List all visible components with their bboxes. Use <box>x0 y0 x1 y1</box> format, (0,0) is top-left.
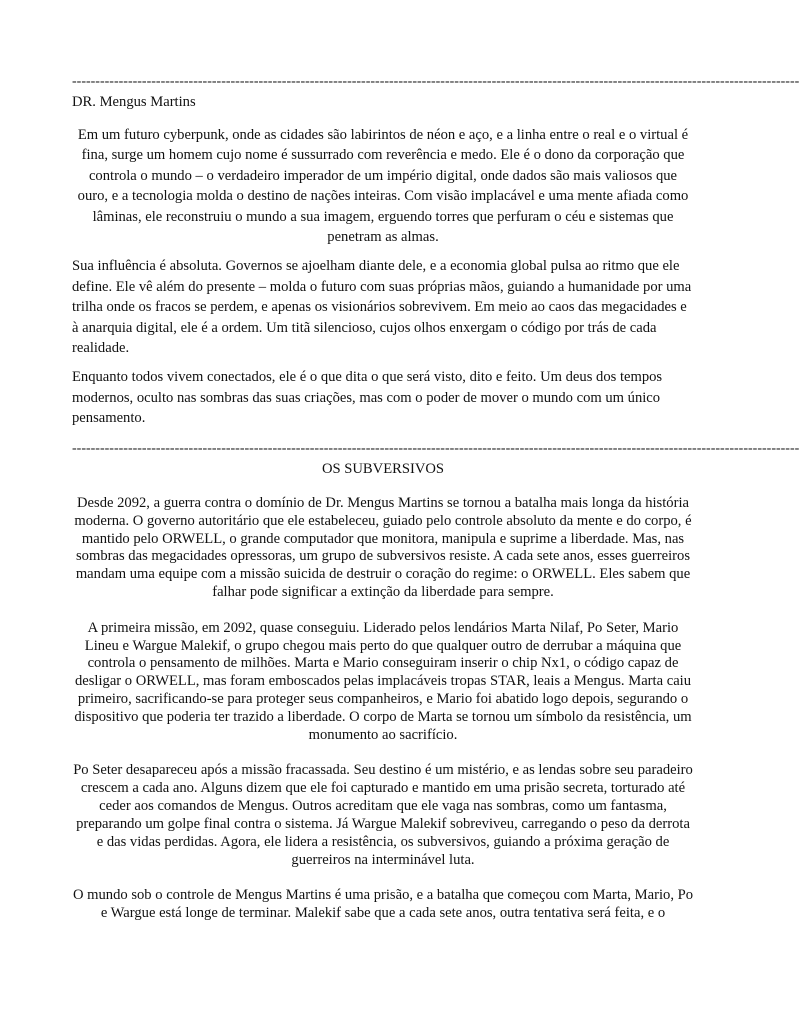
section-paragraph-3: Po Seter desapareceu após a missão fracassada. Seu destino é um mistério, e as lendas sobre seu paradeiro crescem a cada ano. Alguns dizem que ele foi capturado e mantido em uma prisão secreta, torturado até ceder aos comandos de Mengus. Outros acreditam que ele vaga nas sombras, como um fantasma, preparando um golpe final contra o sistema. Já Wargue Malekif sobreviveu, carregando o peso da derrota e das vidas perdidas. Agora, ele lidera a resistência, os subversivos, guiando a próxima geração de guerreiros na interminável luta. <box>73 762 693 868</box>
document-page <box>72 72 799 941</box>
separator-rule-top: ------------------------------------------------------------------------------------------------------------------------------------------------------------ <box>72 74 799 89</box>
section-paragraph-4: O mundo sob o controle de Mengus Martins é uma prisão, e a batalha que começou com Marta, Mario, Po e Wargue está longe de terminar. Malekif sabe que a cada sete anos, outra tentativa será feita, e o <box>72 887 694 922</box>
separator-rule-middle: ------------------------------------------------------------------------------------------------------------------------------------------------------------ <box>72 440 799 456</box>
author-heading: DR. Mengus Martins <box>72 94 196 110</box>
intro-paragraph-1: Em um futuro cyberpunk, onde as cidades são labirintos de néon e aço, e a linha entre o real e o virtual é fina, surge um homem cujo nome é sussurrado com reverência e medo. Ele é o dono da corporação que controla o mundo – o verdadeiro imperador de um império digital, onde dados são mais valiosos que ouro, e a tecnologia molda o destino de nações inteiras. Com visão implacável e uma mente afiada como lâminas, ele reconstruiu o mundo a sua imagem, erguendo torres que perfuram o céu e sistemas que penetram as almas. <box>77 127 689 246</box>
section-paragraph-2: A primeira missão, em 2092, quase conseguiu. Liderado pelos lendários Marta Nilaf, Po Seter, Mario Lineu e Wargue Malekif, o grupo chegou mais perto do que qualquer outro de derrubar a máquina que controla o pensamento de milhões. Marta e Mario conseguiram inserir o chip Nx1, o código capaz de desligar o ORWELL, mas foram emboscados pelas implacáveis tropas STAR, leais a Mengus. Marta caiu primeiro, sacrificando-se para proteger seus companheiros, e Mario foi abatido logo depois, segurando o dispositivo que poderia ter trazido a liberdade. O corpo de Marta se tornou um símbolo da resistência, um monumento ao sacrifício. <box>74 619 692 744</box>
section-paragraph-1: Desde 2092, a guerra contra o domínio de Dr. Mengus Martins se tornou a batalha mais longa da história moderna. O governo autoritário que ele estabeleceu, guiado pelo controle absoluto da mente e do corpo, é mantido pelo ORWELL, o grande computador que monitora, manipula e suprime a liberdade. Mas, nas sombras das megacidades opressoras, um grupo de subversivos resiste. A cada sete anos, esses guerreiros mandam uma equipe com a missão suicida de destruir o coração do regime: o ORWELL. Eles sabem que falhar pode significar a extinção da liberdade para sempre. <box>74 494 692 601</box>
intro-paragraph-3: Enquanto todos vivem conectados, ele é o que dita o que será visto, dito e feito. Um deus dos tempos modernos, oculto nas sombras das suas criações, mas com o poder de mover o mundo com um único pensamento. <box>72 369 663 427</box>
intro-paragraph-2: Sua influência é absoluta. Governos se ajoelham diante dele, e a economia global pulsa ao ritmo que ele define. Ele vê além do presente – molda o futuro com suas próprias mãos, guiando a humanidade por uma trilha onde os fracos se perdem, e apenas os visionários sobrevivem. Em meio ao caos das megacidades e à anarquia digital, ele é a ordem. Um titã silencioso, cujos olhos enxergam o código por trás de cada realidade. <box>72 258 692 357</box>
section-title: OS SUBVERSIVOS <box>321 460 445 477</box>
